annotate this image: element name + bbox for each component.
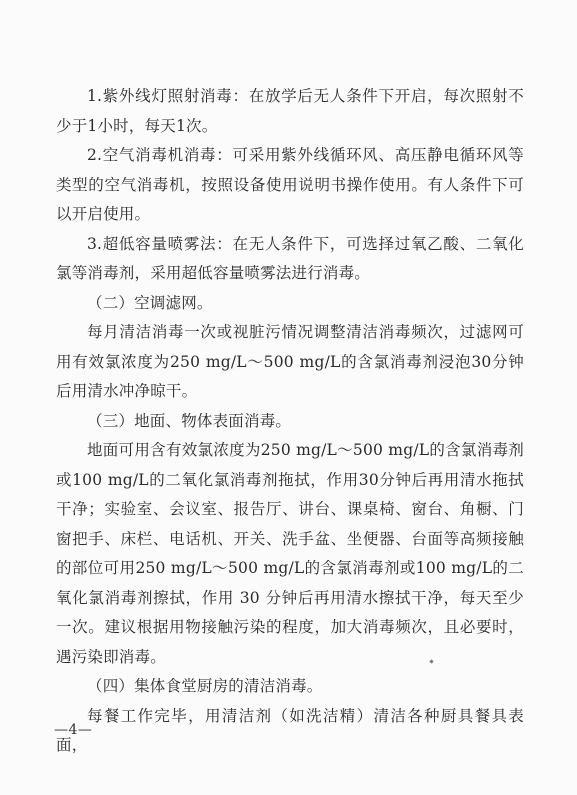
heading-surface-disinfection: （三）地面、物体表面消毒。 [87,411,292,430]
heading-canteen-kitchen: （四）集体食堂厨房的清洁消毒。 [87,677,323,695]
paragraph-uv-lamp: 1.紫外线灯照射消毒：在放学后无人条件下开启，每次照射不少于1小时，每天1次。 [56,87,524,135]
page-number: —4— [54,722,93,738]
document-body [56,82,524,761]
paragraph-surface-disinfection: 地面可用含有效氯浓度为250 mg/L～500 mg/L的含氯消毒剂或100 mg/L的二氧化氯消毒剂拖拭，作用30分钟后再用清水拖拭干净；实验室、会议室、报告厅、讲台、课桌椅、窗台、角橱、门窗把手、床栏、电话机、开关、洗手盆、坐便器、台面等高频接触的部位可用250 mg/L～500 mg/L的含氯消毒剂或100 mg/L的二氧化氯消毒剂擦拭，作用 30 分钟后再用清水擦拭干净，每天至少一次。建议根据用物接触污染的程度，加大消毒频次，且必要时，遇污染即消毒。 [56,441,524,666]
paragraph-canteen-kitchen: 每餐工作完毕，用清洁剂（如洗洁精）清洁各种厨具餐具表面， [56,706,524,754]
paragraph-ac-filter: 每月清洁消毒一次或视脏污情况调整清洁消毒频次，过滤网可用有效氯浓度为250 mg/L～500 mg/L的含氯消毒剂浸泡30分钟后用清水冲净晾干。 [56,323,524,400]
paragraph-air-disinfector: 2.空气消毒机消毒：可采用紫外线循环风、高压静电循环风等类型的空气消毒机，按照设备使用说明书操作使用。有人条件下可以开启使用。 [56,146,524,223]
paragraph-ultra-low-spray: 3.超低容量喷雾法：在无人条件下，可选择过氧乙酸、二氧化氯等消毒剂，采用超低容量喷雾法进行消毒。 [56,234,524,282]
heading-ac-filter: （二）空调滤网。 [87,293,213,312]
